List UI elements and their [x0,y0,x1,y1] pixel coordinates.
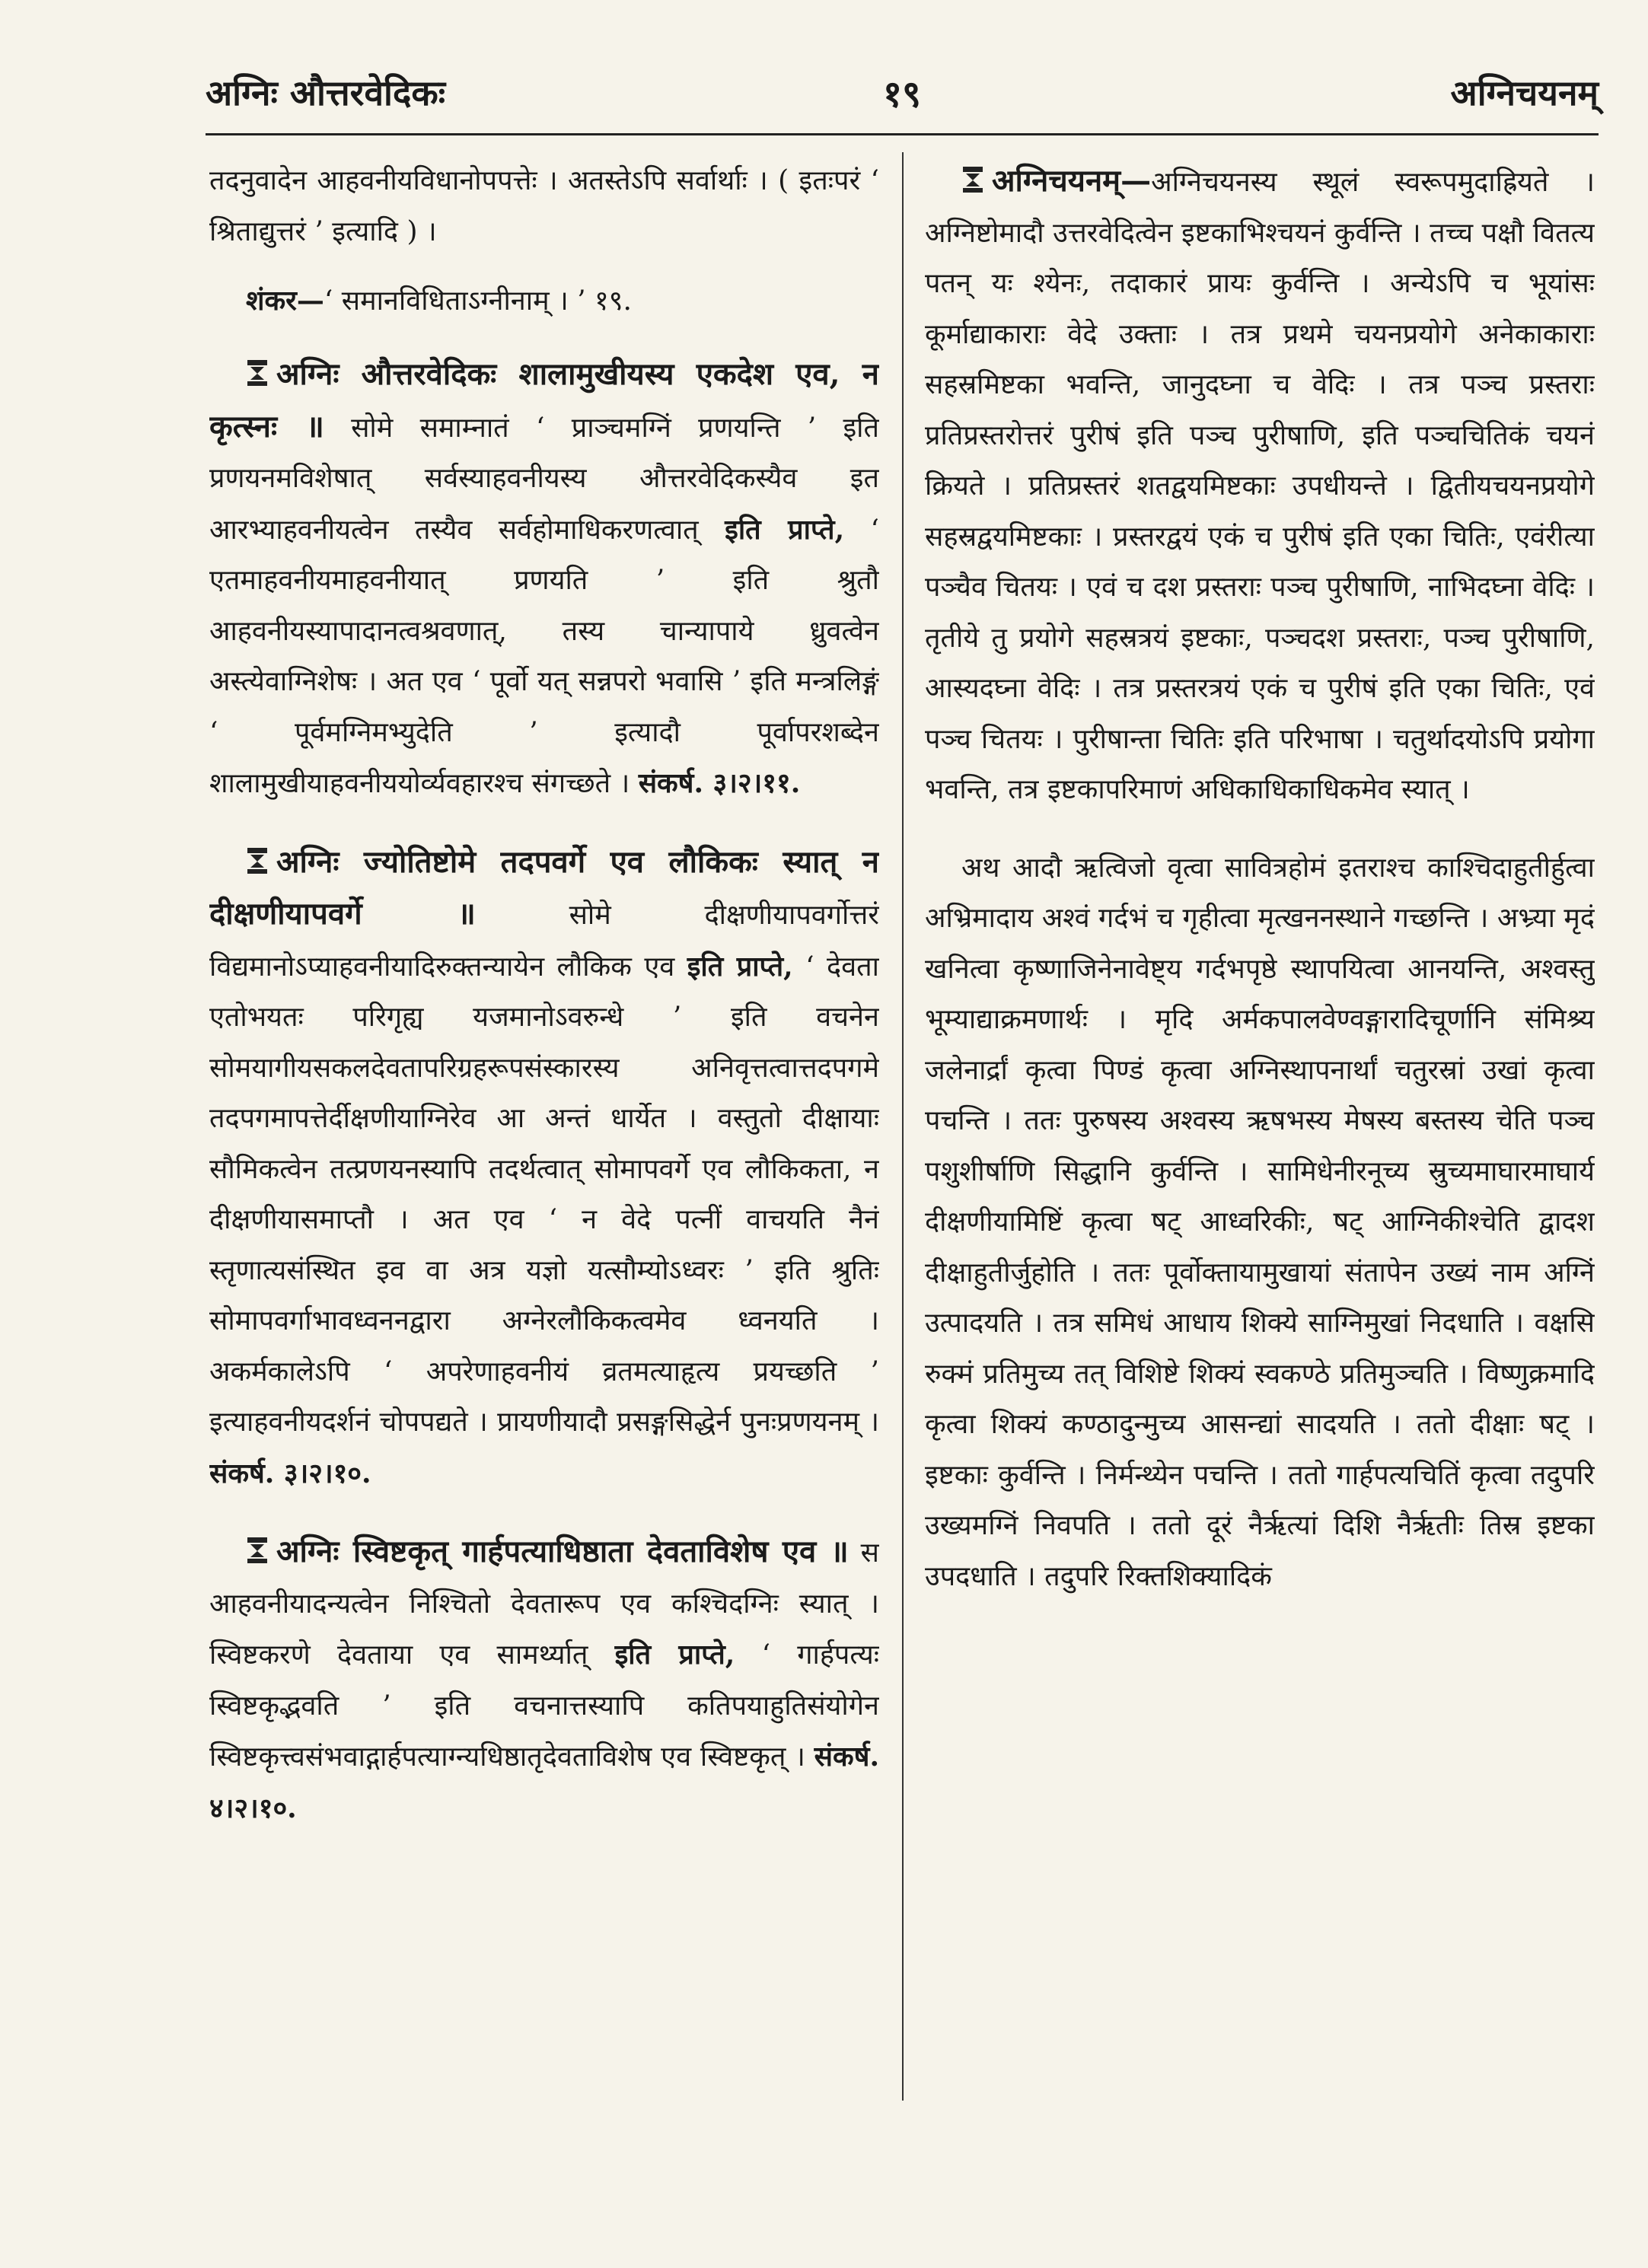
entry-body-continued: ‘ गार्हपत्यः स्विष्टकृद्भवति ’ इति वचनात्तस्यापि कतिपयाहुतिसंयोगेन स्विष्टकृत्त्वसंभवाद्गार्हपत्याग्न्यधिष्ठातृदेवताविशेष एव स्विष्टकृत् । [209,1639,879,1773]
shankar-label: शंकर— [246,285,324,317]
entry-headword: अग्निः ज्योतिष्टोमे तदपवर्गे एव लौकिकः स्यात् न दीक्षणीयापवर्गे ॥ [209,843,879,932]
entry-body: अग्निचयनस्य स्थूलं स्वरूपमुदाह्रियते । अग्निष्टोमादौ उत्तरवेदित्वेन इष्टकाभिश्चयनं कुर्वन्ति । तच्च पक्षौ वितत्य पतन् यः श्येनः, तदाकारं प्रायः कुर्वन्ति । अन्येऽपि च भूयांसः कूर्माद्याकाराः वेदे उक्ताः । तत्र प्रथमे चयनप्रयोगे अनेकाकाराः सहस्रमिष्टका भवन्ति, जानुदघ्ना च वेदिः । तत्र पञ्च प्रस्तराः प्रतिप्रस्तरोत्तरं पुरीषं इति पञ्च पुरीषाणि, इति पञ्चचितिकं चयनं क्रियते । प्रतिप्रस्तरं शतद्वयमिष्टकाः उपधीयन्ते । द्वितीयचयनप्रयोगे सहस्रद्वयमिष्टकाः । प्रस्तरद्वयं एकं च पुरीषं इति एका चितिः, एवंरीत्या पञ्चैव चितयः । एवं च दश प्रस्तराः पञ्च पुरीषाणि, नाभिदघ्ना वेदिः । तृतीये तु प्रयोगे सहस्रत्रयं इष्टकाः, पञ्चदश प्रस्तराः, पञ्च पुरीषाणि, आस्यदघ्ना वेदिः । तत्र प्रस्तरत्रयं एकं च पुरीषं इति एका चितिः, एवं पञ्च चितयः । पुरीषान्ता चितिः इति परिभाषा । चतुर्थादयोऽपि प्रयोगा भवन्ति, तत्र इष्टकापरिमाणं अधिकाधिकाधिकमेव स्यात् । [925,167,1595,805]
entry-body: सोमे दीक्षणीयापवर्गोत्तरं विद्यमानोऽप्याहवनीयादिरुक्तन्यायेन लौकिक एव [209,900,879,983]
entry-body: स आहवनीयादन्यत्वेन निश्चितो देवतारूप एव कश्चिदग्निः स्यात् । स्विष्टकरणे देवताया एव सामर्थ्यात् [209,1537,879,1671]
entry-iti-prapte: इति प्राप्ते, [725,513,845,546]
entry-agni-svishtakrit [209,1527,879,1834]
continuation-paragraph: तदनुवादेन आहवनीयविधानोपपत्तेः । अतस्तेऽपि सर्वार्थाः । ( इतःपरं ‘ श्रिताद्युत्तरं ’ इत्यादि ) । [209,165,879,247]
page-number: १९ [883,73,921,116]
entry-marker-icon [246,846,269,875]
entry-marker-icon [246,358,269,387]
entry-headword: अग्निः स्विष्टकृत् गार्हपत्याधिष्ठाता देवताविशेष एव ॥ [276,1534,849,1569]
entry-agnichayanam [925,156,1595,816]
entry-headword: अग्निचयनम्— [992,163,1152,199]
header-rule [206,133,1599,135]
entry-headword: अग्निः औत्तरवेदिकः शालामुखीयस्य एकदेश एव, न कृत्स्नः ॥ [209,356,879,444]
entry-agni-auttaravedika [209,349,879,810]
entry-iti-prapte: इति प्राप्ते, [687,950,793,983]
entry-reference: संकर्ष. ३।२।११. [638,767,801,799]
right-column [925,156,1595,2104]
header-right-keyword: अग्निचयनम् [1450,72,1599,113]
entry-reference: संकर्ष. ४।२।१०. [209,1741,879,1824]
column-divider [902,152,904,2101]
entry-body: सोमे समाम्नातं ‘ प्राञ्चमग्निं प्रणयन्ति ’ इति प्रणयनमविशेषात् सर्वस्याहवनीयस्य औत्तरवेदिकस्यैव इत आरभ्याहवनीयत्वेन तस्यैव सर्वहोमाधिकरणत्वात् [209,412,879,546]
running-header [206,61,1599,122]
entry-reference: संकर्ष. ३।२।१०. [209,1457,371,1489]
entry-marker-icon [246,1536,269,1565]
entry-body-continued: ‘ एतमाहवनीयमाहवनीयात् प्रणयति ’ इति श्रुतौ आहवनीयस्यापादानत्वश्रवणात्, तस्य चान्यापाये ध्रुवत्वेन अस्त्येवाग्निशेषः । अत एव ‘ पूर्वो यत् सन्नपरो भवासि ’ इति मन्त्रलिङ्गं ‘ पूर्वमग्निमभ्युदेति ’ इत्यादौ पूर्वापरशब्देन शालामुखीयाहवनीययोर्व्यवहारश्च संगच्छते । [209,514,879,799]
entry-marker-icon [961,165,984,194]
header-left-keyword: अग्निः औत्तरवेदिकः [206,72,446,113]
shankar-note [246,276,879,327]
entry-agni-jyotishtoma [209,837,879,1500]
entry-body-continued: ‘ देवता एतोभयतः परिगृह्य यजमानोऽवरुन्धे ’ इति वचनेन सोमयागीयसकलदेवतापरिग्रहरूपसंस्कारस्य अनिवृत्तत्वात्तदपगमे तदपगमापत्तेर्दीक्षणीयाग्निरेव आ अन्तं धार्येत । वस्तुतो दीक्षायाः सौमिकत्वेन तत्प्रणयनस्यापि तदर्थत्वात् सोमापवर्गे एव लौकिकता, न दीक्षणीयासमाप्तौ । अत एव ‘ न वेदे पत्नीं वाचयति नैनं स्तृणात्यसंस्थित इव वा अत्र यज्ञो यत्सौम्योऽध्वरः ’ इति श्रुतिः सोमापवर्गाभावध्वननद्वारा अग्नेरलौकिकत्वमेव ध्वनयति । अकर्मकालेऽपि ‘ अपरेणाहवनीयं व्रतमत्याहृत्य प्रयच्छति ’ इत्याहवनीयदर्शनं चोपपद्यते । प्रायणीयादौ प्रसङ्गसिद्धेर्न पुनःप्रणयनम् । [209,951,879,1438]
shankar-text: ‘ समानविधिताऽग्नीनाम् । ’ १९. [324,285,632,317]
procedure-paragraph: अथ आदौ ऋत्विजो वृत्वा सावित्रहोमं इतराश्च काश्चिदाहुतीर्हुत्वा अभ्रिमादाय अश्वं गर्दभं च गृहीत्वा मृत्खननस्थाने गच्छन्ति । अभ्र्या मृदं खनित्वा कृष्णाजिनेनावेष्ट्य गर्दभपृष्ठे स्थापयित्वा आनयन्ति, अश्वस्तु भूम्याद्याक्रमणार्थः । मृदि अर्मकपालवेण्वङ्गारादिचूर्णानि संमिश्र्य जलेनार्द्रां कृत्वा पिण्डं कृत्वा अग्निस्थापनार्थां चतुरस्रां उखां कृत्वा पचन्ति । ततः पुरुषस्य अश्वस्य ऋषभस्य मेषस्य बस्तस्य चेति पञ्च पशुशीर्षाणि सिद्धानि कुर्वन्ति । सामिधेनीरनूच्य स्रुच्यमाघारमाघार्य दीक्षणीयामिष्टिं कृत्वा षट् आध्वरिकीः, षट् आग्निकीश्चेति द्वादश दीक्षाहुतीर्जुहोति । ततः पूर्वोक्तायामुखायां संतापेन उख्यं नाम अग्निं उत्पादयति । तत्र समिधं आधाय शिक्ये साग्निमुखां निदधाति । वक्षसि रुक्मं प्रतिमुच्य तत् विशिष्टे शिक्यं स्वकण्ठे प्रतिमुञ्चति । विष्णुक्रमादि कृत्वा शिक्यं कण्ठादुन्मुच्य आसन्द्यां सादयति । ततो दीक्षाः षट् । इष्टकाः कुर्वन्ति । निर्मन्थ्येन पचन्ति । ततो गार्हपत्यचितिं कृत्वा तदुपरि उख्यमग्निं निवपति । ततो दूरं नैर्ऋत्यां दिशि नैर्ऋतीः तिस्र इष्टका उपदधाति । तदुपरि रिक्तशिक्यादिकं [925,852,1595,1592]
left-column [209,156,879,2104]
entry-iti-prapte: इति प्राप्ते, [614,1639,735,1671]
